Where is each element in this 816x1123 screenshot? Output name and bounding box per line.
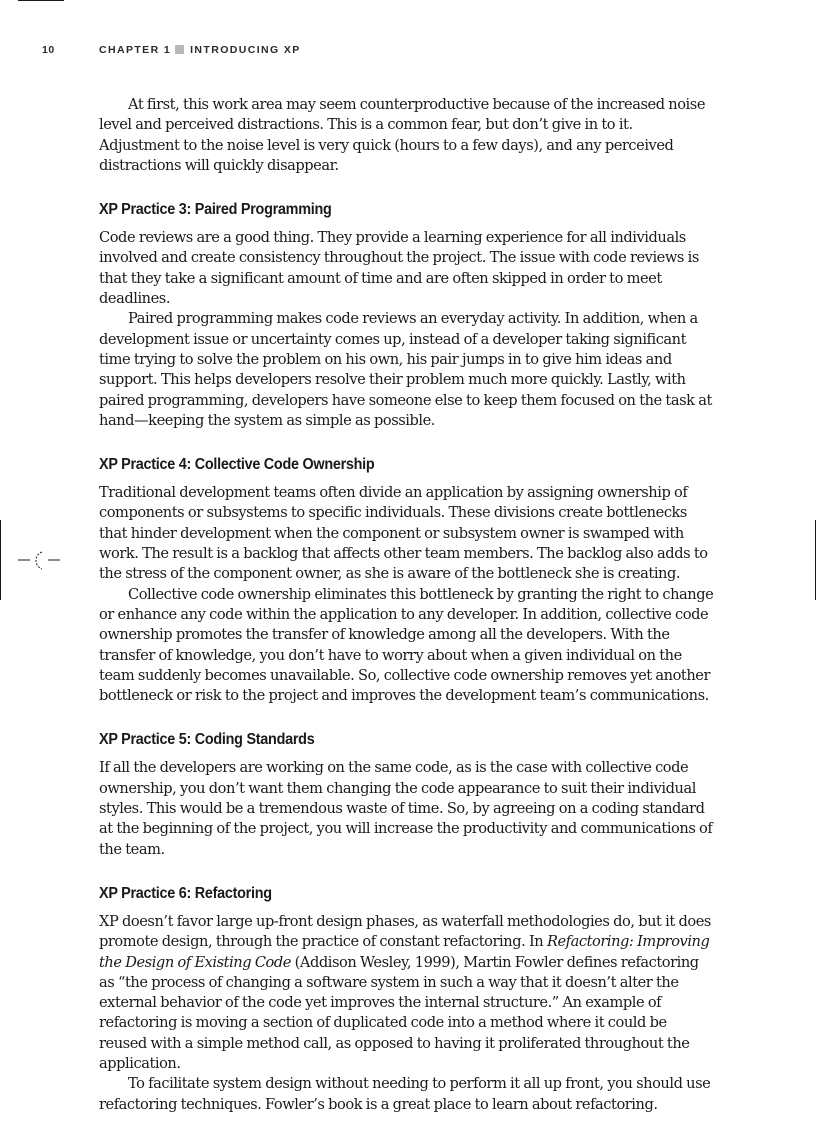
- practice-6-paragraph-2: To facilitate system design without needing to perform it all up front, you should use refactoring techniques. Fowler’s book is a great place to learn about refactoring.: [99, 1075, 711, 1113]
- page-number: 10: [42, 44, 55, 56]
- practice-3-paragraph-1: Code reviews are a good thing. They provide a learning experience for all individuals involved and create consistency throughout the project. The issue with code reviews is that they take a significant amount of time and are often skipped in order to meet deadlines.: [99, 229, 699, 308]
- practice-5-heading: XP Practice 5: Coding Standards: [99, 731, 315, 749]
- practice-6-paragraph-1: [99, 912, 716, 1074]
- crop-mark-left: [0, 520, 1, 600]
- practice-3-heading: XP Practice 3: Paired Programming: [99, 201, 332, 219]
- practice-4-heading: XP Practice 4: Collective Code Ownership: [99, 456, 375, 474]
- page-body: [99, 95, 716, 1115]
- practice-6-text-rest: (Addison Wesley, 1999), Martin Fowler defines refactoring as “the process of changing a software system in such a way that it doesn’t alter the external behavior of the code yet improves the internal structure.” An example of refactoring is moving a section of duplicated code into a method where it could be reused with a simple method call, as opposed to having it proliferated throughout the application.: [99, 953, 699, 1072]
- practice-5-paragraph-1: If all the developers are working on the same code, as is the case with collective code ownership, you don’t want them changing the code appearance to suit their individual styles. This would be a tremendous waste of time. So, by agreeing on a coding standard at the beginning of the project, you will increase the productivity and communications of the team.: [99, 759, 713, 858]
- running-head: [99, 44, 301, 56]
- practice-6-text-lead: XP doesn’t favor large up-front design phases, as waterfall methodologies do, but it does promote design, through the practice of constant refactoring. In: [99, 912, 711, 951]
- section-label: INTRODUCING XP: [190, 44, 301, 56]
- page-header: [0, 40, 816, 60]
- chapter-label: CHAPTER 1: [99, 44, 172, 56]
- practice-6-heading: XP Practice 6: Refactoring: [99, 884, 272, 902]
- book-title: Refactoring: Improving the Design of Existing Code: [99, 933, 710, 971]
- crop-mark-top: [18, 0, 64, 1]
- separator-square-icon: [175, 45, 184, 54]
- practice-3-paragraph-2: Paired programming makes code reviews an everyday activity. In addition, when a development issue or uncertainty comes up, instead of a developer taking significant time trying to solve the problem on his own, his pair jumps in to give him ideas and support. This helps developers resolve their problem much more quickly. Lastly, with paired programming, developers have someone else to keep them focused on the task at hand—keeping the system as simple as possible.: [99, 310, 712, 429]
- practice-4-paragraph-2: Collective code ownership eliminates this bottleneck by granting the right to change or enhance any code within the application to any developer. In addition, collective code ownership promotes the transfer of knowledge among all the developers. With the transfer of knowledge, you don’t have to worry about when a given individual on the team suddenly becomes unavailable. So, collective code ownership removes yet another bottleneck or risk to the project and improves the development team’s communications.: [99, 585, 714, 705]
- intro-paragraph: At first, this work area may seem counterproductive because of the increased noise level and perceived distractions. This is a common fear, but don’t give in to it. Adjustment to the noise level is very quick (hours to a few days), and any perceived distractions will quickly disappear.: [99, 96, 705, 174]
- practice-4-paragraph-1: Traditional development teams often divide an application by assigning ownership of components or subsystems to specific individuals. These divisions create bottlenecks that hinder development when the component or subsystem owner is swamped with work. The result is a backlog that affects other team members. The backlog also adds to the stress of the component owner, as she is aware of the bottleneck she is creating.: [99, 484, 708, 583]
- registration-mark-icon: [14, 548, 64, 578]
